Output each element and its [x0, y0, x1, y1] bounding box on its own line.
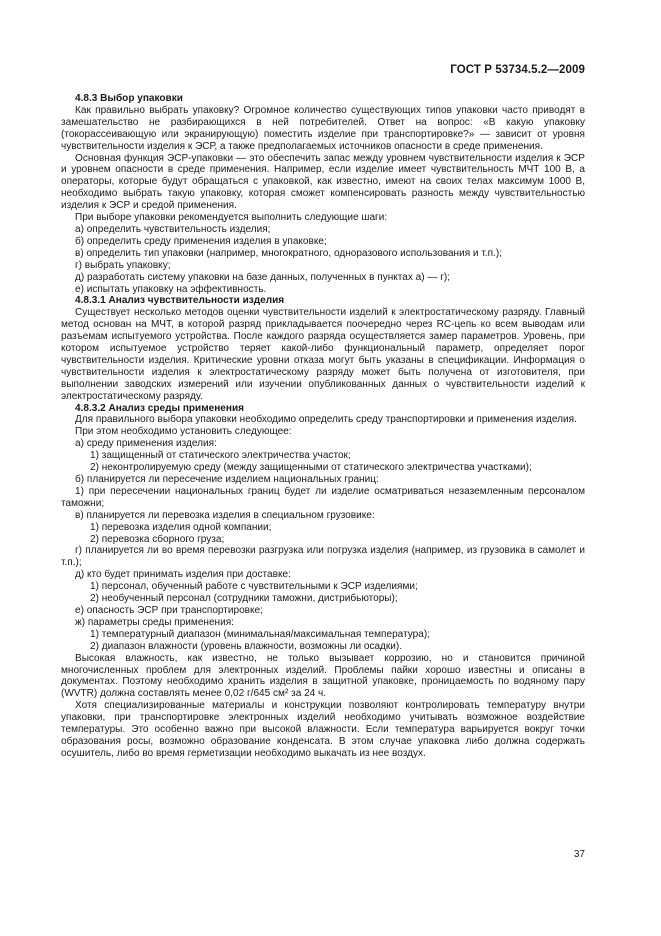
list-item: б) определить среду применения изделия в упаковке;: [75, 235, 327, 247]
section-heading: 4.8.3.2 Анализ среды применения: [75, 402, 244, 414]
section-heading: 4.8.3.1 Анализ чувствительности изделия: [75, 295, 285, 307]
standard-designation: ГОСТ Р 53734.5.2—2009: [450, 64, 585, 76]
paragraph: Как правильно выбрать упаковку? Огромное количество существующих типов упаковки часто приводят в замешательство не разбирающихся в ней потребителей. Ответ на вопрос: «В какую упаковку (токорассеивающую или экранирующую) поместить изделие при транспортировке?» — зависит от уровня чувствительности изделия к ЭСР, а также предполагаемых источников опасности в среде применения.: [61, 104, 585, 152]
list-item: е) опасность ЭСР при транспортировке;: [75, 604, 263, 616]
paragraph: Для правильного выбора упаковки необходимо определить среду транспортировки и применения изделия.: [75, 414, 577, 426]
list-item: д) разработать систему упаковки на базе данных, полученных в пунктах а) — г);: [75, 271, 451, 283]
list-item: 1) при пересечении национальных границ будет ли изделие осматриваться незаземленным персоналом таможни;: [61, 485, 585, 509]
list-item: 2) перевозка сборного груза;: [90, 533, 225, 545]
list-item: а) среду применения изделия:: [75, 438, 217, 450]
list-item: в) планируется ли перевозка изделия в специальном грузовике:: [75, 509, 375, 521]
list-item: а) определить чувствительность изделия;: [75, 223, 271, 235]
page-number: 37: [573, 849, 585, 860]
document-body: [61, 93, 585, 760]
list-item: 2) необученный персонал (сотрудники таможни, дистрибьюторы);: [90, 593, 398, 605]
paragraph: При выборе упаковки рекомендуется выполнить следующие шаги:: [75, 212, 388, 224]
list-item: 1) защищенный от статического электричества участок;: [90, 450, 351, 462]
section-heading: 4.8.3 Выбор упаковки: [75, 93, 183, 104]
list-item: в) определить тип упаковки (например, многократного, одноразового использования и т.п.);: [75, 247, 502, 259]
list-item: 2) диапазон влажности (уровень влажности, возможны ли осадки).: [90, 640, 403, 652]
list-item: 1) персонал, обученный работе с чувствительными к ЭСР изделиями;: [90, 581, 418, 593]
list-item: г) планируется ли во время перевозки разгрузка или погрузка изделия (например, из грузовика в самолет и т.п.);: [61, 545, 585, 569]
paragraph: Высокая влажность, как известно, не только вызывает коррозию, но и становится причиной многочисленных проблем для электронных изделий. Проблемы пайки хорошо известны и описаны в документах. Поэтому необходимо хранить изделия в защитной упаковке, проницаемость по водяному пару (WVTR) должна составлять менее 0,02 г/645 см² за 24 ч.: [61, 652, 585, 700]
paragraph: Существует несколько методов оценки чувствительности изделий к электростатическому разряду. Главный метод основан на МЧТ, в которой разряд прикладывается поочередно через RC-цепь ко всем выводам или разъемам испытуемого устройства. После каждого разряда осуществляется замер параметров. Уровень, при котором испытуемое устройство теряет какой-либо функциональный параметр, определяет порог чувствительности изделия. Критические уровни отказа могут быть указаны в спецификации. Информация о чувствительности изделия к электростатическому разряду может быть получена от изготовителя, при выполнении заводских измерений или изучении опубликованных данных о чувствительности изделий к электростатическому разряду.: [61, 307, 585, 402]
list-item: г) выбрать упаковку;: [75, 259, 171, 271]
list-item: 1) перевозка изделия одной компании;: [90, 521, 272, 533]
list-item: е) испытать упаковку на эффективность.: [75, 283, 267, 295]
paragraph: При этом необходимо установить следующее:: [75, 426, 292, 438]
list-item: б) планируется ли пересечение изделием национальных границ:: [75, 474, 379, 485]
list-item: ж) параметры среды применения:: [75, 616, 234, 628]
paragraph: Хотя специализированные материалы и конструкции позволяют контролировать температуру внутри упаковки, при транспортировке электронных изделий необходимо учитывать возможное воздействие температуры. Это особенно важно при высокой влажности. Если температура варьируется вокруг точки образования росы, возможно образование конденсата. В этом случае упаковка либо должна содержать осушитель, либо во время герметизации необходимо выкачать из нее воздух.: [61, 700, 585, 759]
paragraph: Основная функция ЭСР-упаковки — это обеспечить запас между уровнем чувствительности изделия к ЭСР и уровнем опасности в среде применения. Например, если изделие имеет чувствительность МЧТ 100 В, а операторы, которые будут обращаться с упаковкой, как известно, имеют на своих телах максимум 1000 В, необходимо выбрать такую упаковку, которая сможет компенсировать разность между чувствительностью изделия к ЭСР и средой применения.: [61, 152, 585, 212]
list-item: 1) температурный диапазон (минимальная/максимальная температура);: [90, 628, 430, 640]
list-item: 2) неконтролируемую среду (между защищенными от статического электричества участками);: [90, 462, 532, 474]
list-item: д) кто будет принимать изделия при доставке:: [75, 569, 291, 581]
